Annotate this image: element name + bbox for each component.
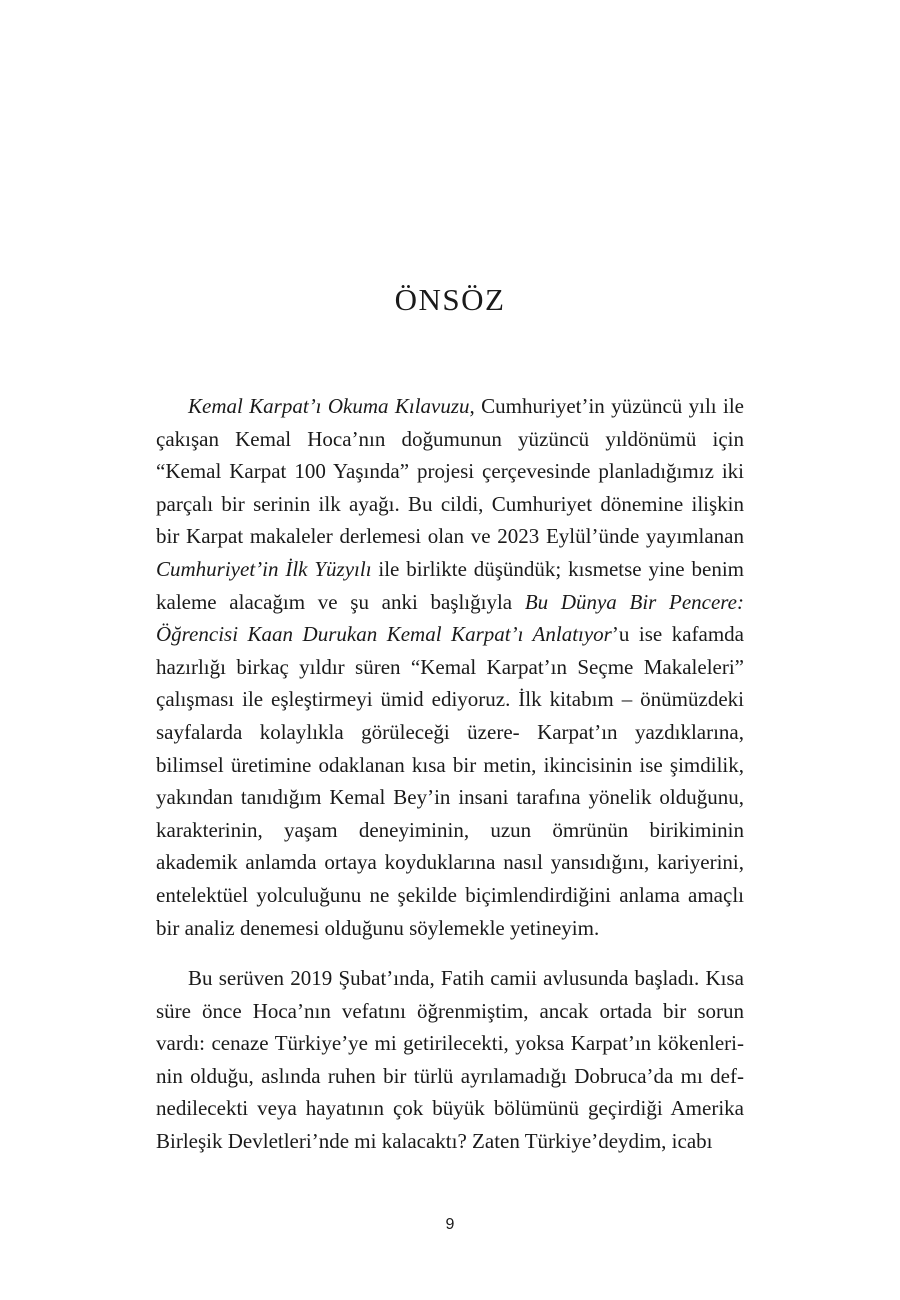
- book-title-kilavuz: Kemal Karpat’ı Okuma Kılavuzu: [188, 394, 470, 418]
- body-text: [156, 390, 744, 1158]
- paragraph-2: Bu serüven 2019 Şubat’ında, Fatih camii avlusunda başladı. Kısa süre önce Hoca’nın vefatını öğrenmiştim, ancak ortada bir sorun vardı: cenaze Türkiye’ye mi getirilecekti, yoksa Karpat’ın kökenlerinin olduğu, aslında ruhen bir türlü ayrılamadığı Dobruca’da mı defnedilecekti veya hayatının çok büyük bölümünü geçirdiği Amerika Birleşik Devletleri’nde mi kalacaktı? Zaten Türkiye’deydim, icabı: [156, 966, 744, 1154]
- chapter-title: ÖNSÖZ: [394, 282, 506, 317]
- book-title-bu-dunya: Bu Dünya Bir Pencere: Öğrencisi Kaan Durukan Kemal Karpat’ı Anlatıyor: [156, 589, 744, 647]
- book-title-ilk-yuzyili: Cumhuriyet’in İlk Yüzyılı: [156, 556, 372, 581]
- paragraph-1-text-a: , Cumhuriyet’in yüzüncü yılı ile çakışan Kemal Hoca’nın doğumunun yüzüncü yıldönümü için “Kemal Karpat 100 Yaşında” projesi çerçevesinde planladığımız iki parçalı bir serinin ilk ayağı. Bu cildi, Cumhuriyet dönemine ilişkin bir Karpat makaleler derlemesi olan ve 2023 Eylül’ünde yayımlanan: [156, 394, 744, 549]
- paragraph-1: [156, 390, 744, 944]
- paragraph-1-text-c: ’u ise kafamda hazırlığı birkaç yıldır süren “Kemal Karpat’ın Seçme Makaleleri” çalışması ile eşleştirmeyi ümid ediyoruz. İlk kitabım – önümüzdeki sayfalarda kolaylıkla görüleceği üzere- Karpat’ın yazdıklarına, bilimsel üretimine odaklanan kısa bir metin, ikincisinin ise şimdilik, yakından tanıdığım Kemal Bey’in insani tarafına yönelik olduğunu, karakterinin, yaşam deneyiminin, uzun ömrünün birikiminin akademik anlamda ortaya koyduklarına nasıl yansıdığını, kariyerini, entelektüel yolculuğunu ne şekilde biçimlendirdiğini anlama amaçlı bir analiz denemesi olduğunu söylemekle yetineyim.: [156, 622, 744, 940]
- page-number: 9: [445, 1216, 455, 1233]
- paragraph-1-text-b: ile birlikte düşündük; kısmetse yine benim kaleme alacağım ve şu anki başlığıyla: [156, 556, 744, 614]
